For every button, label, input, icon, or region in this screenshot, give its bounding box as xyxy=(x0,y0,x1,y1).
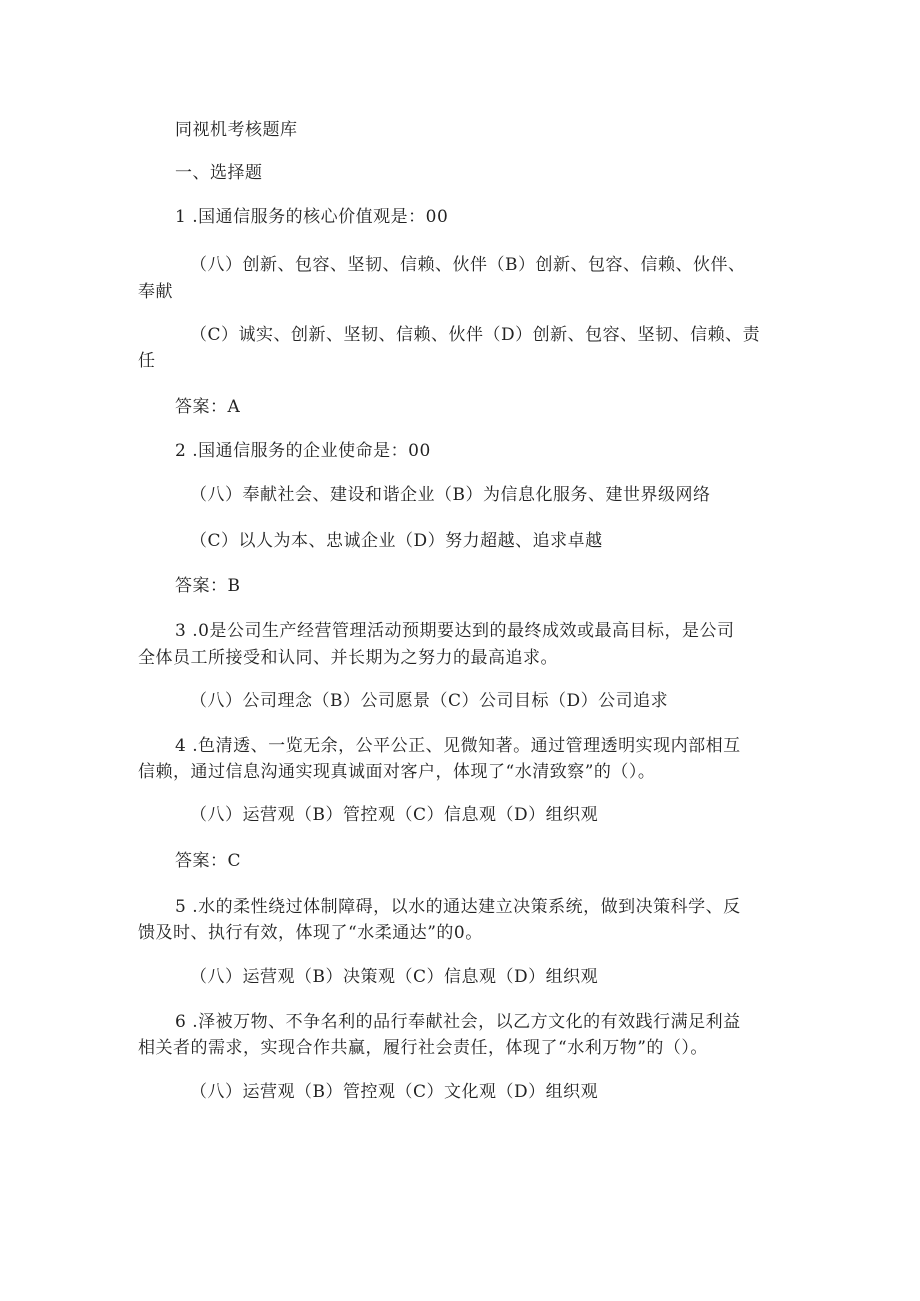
question-1-answer: 答案：A xyxy=(175,397,241,417)
question-2-stem: 2 .国通信服务的企业使命是：00 xyxy=(175,441,431,461)
question-6-stem: 6 .泽被万物、不争名利的品行奉献社会，以乙方文化的有效践行满足利益 xyxy=(175,1012,741,1032)
question-6-options: （八）运营观（B）管控观（C）文化观（D）组织观 xyxy=(190,1082,599,1102)
question-1-options-ab-wrap: 奉献 xyxy=(138,282,173,302)
question-1-options-cd: （C）诚实、创新、坚韧、信赖、伙伴（D）创新、包容、坚韧、信赖、责 xyxy=(190,325,761,345)
question-4-stem-wrap: 信赖，通过信息沟通实现真诚面对客户，体现了“水清致察”的（）。 xyxy=(138,762,656,782)
document-title: 同视机考核题库 xyxy=(175,120,298,140)
question-4-options: （八）运营观（B）管控观（C）信息观（D）组织观 xyxy=(190,805,599,825)
question-5-stem-wrap: 馈及时、执行有效，体现了“水柔通达”的0。 xyxy=(138,923,483,943)
question-6-stem-wrap: 相关者的需求，实现合作共赢，履行社会责任，体现了“水利万物”的（）。 xyxy=(138,1038,708,1058)
question-2-answer: 答案：B xyxy=(175,576,241,596)
section-heading: 一、选择题 xyxy=(175,163,263,183)
question-2-options-cd: （C）以人为本、忠诚企业（D）努力超越、追求卓越 xyxy=(190,531,603,551)
question-3-stem: 3 .0是公司生产经营管理活动预期要达到的最终成效或最高目标，是公司 xyxy=(175,621,735,641)
question-5-options: （八）运营观（B）决策观（C）信息观（D）组织观 xyxy=(190,967,599,987)
question-1-options-cd-wrap: 任 xyxy=(138,351,156,371)
question-5-stem: 5 .水的柔性绕过体制障碍，以水的通达建立决策系统，做到决策科学、反 xyxy=(175,897,741,917)
question-1-stem: 1 .国通信服务的核心价值观是：00 xyxy=(175,207,449,227)
question-4-answer: 答案：C xyxy=(175,851,242,871)
question-2-options-ab: （八）奉献社会、建设和谐企业（B）为信息化服务、建世界级网络 xyxy=(190,485,711,505)
question-3-options: （八）公司理念（B）公司愿景（C）公司目标（D）公司追求 xyxy=(190,691,669,711)
question-1-options-ab: （八）创新、包容、坚韧、信赖、伙伴（B）创新、包容、信赖、伙伴、 xyxy=(190,255,746,275)
question-4-stem: 4 .色清透、一览无余，公平公正、见微知著。通过管理透明实现内部相互 xyxy=(175,736,741,756)
question-3-stem-wrap: 全体员工所接受和认同、并长期为之努力的最高追求。 xyxy=(138,648,558,668)
